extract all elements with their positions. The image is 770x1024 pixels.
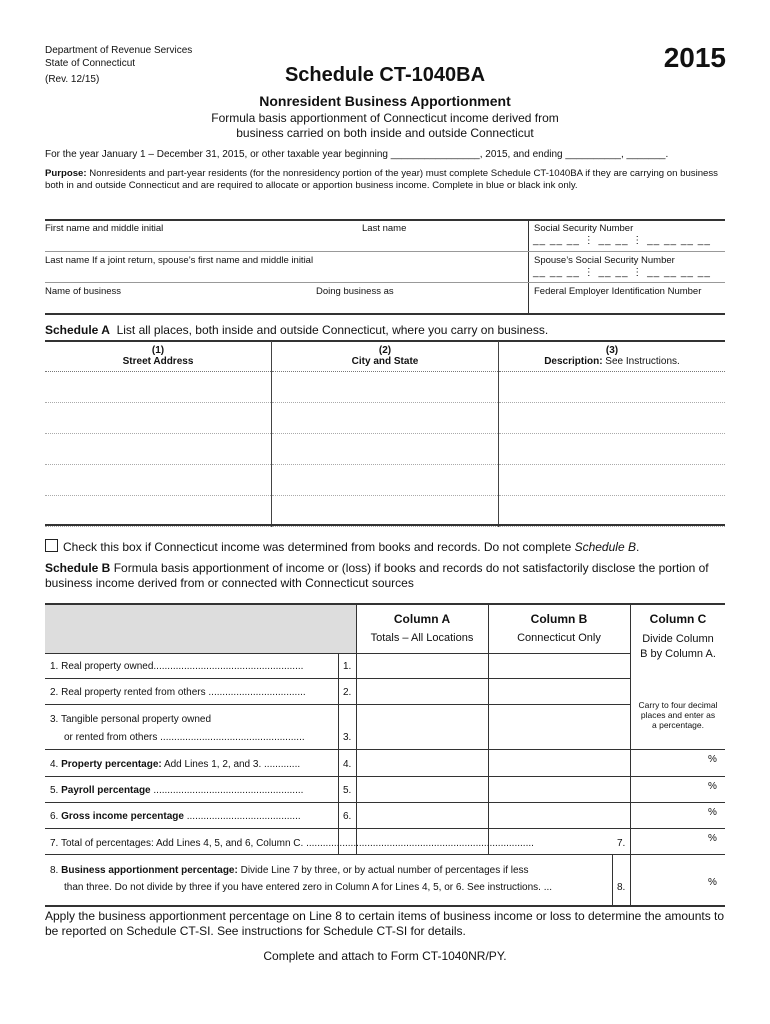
schedule-a-header-row — [45, 341, 725, 372]
line-5-percent: % — [708, 781, 717, 792]
checkbox-emphasis: Schedule B — [574, 540, 636, 554]
col-city-header — [272, 341, 499, 372]
col-street-header — [45, 341, 272, 372]
ssn-field[interactable]: __ __ __ ⋮ __ __ ⋮ __ __ __ __ — [533, 235, 711, 246]
schedule-b-text: Formula basis apportionment of income or (loss) if books and records do not satisfactorily disclose the portion of business income derived from or connected with Connecticut sources — [45, 561, 709, 590]
form-subtitle: Nonresident Business Apportionment — [259, 93, 511, 109]
form-year: 2015 — [663, 42, 726, 73]
line-1-label: 1. Real property owned...................................................... — [50, 661, 304, 672]
books-records-checkbox[interactable] — [45, 539, 58, 552]
description-cell[interactable] — [499, 434, 726, 465]
description-cell[interactable] — [499, 496, 726, 527]
line-8-percent: % — [708, 877, 717, 888]
line-3-col-a-input[interactable] — [357, 705, 488, 749]
city-cell[interactable] — [272, 496, 499, 527]
city-cell[interactable] — [272, 403, 499, 434]
fein-label: Federal Employer Identification Number — [534, 286, 702, 297]
col-description-header — [499, 341, 726, 372]
line-4-post: Add Lines 1, 2, and 3. ............. — [161, 759, 301, 770]
schedule-b-title — [45, 561, 730, 591]
line-6-label — [50, 811, 301, 822]
street-cell[interactable] — [45, 496, 272, 527]
street-cell[interactable] — [45, 434, 272, 465]
tax-year-line[interactable]: For the year January 1 – December 31, 2015, or other taxable year beginning ________________, 2015, and ending __________, _______. — [45, 149, 669, 160]
column-c-header: Column C — [649, 612, 707, 626]
spouse-ssn-field[interactable]: __ __ __ ⋮ __ __ ⋮ __ __ __ __ — [533, 267, 711, 278]
line-4-label — [50, 759, 300, 770]
line-3-number: 3. — [343, 732, 352, 743]
col-3-number: (3) — [605, 345, 619, 356]
table-row — [45, 403, 725, 434]
col-2-name: City and State — [351, 356, 419, 367]
line-8-label-b: than three. Do not divide by three if you have entered zero in Column A for Lines 4, 5, or 6. See instructions. ... — [64, 882, 553, 893]
dba-label: Doing business as — [316, 286, 394, 297]
description-cell[interactable] — [499, 372, 726, 403]
line-3-col-b-input[interactable] — [489, 705, 630, 749]
b-row-rule — [45, 828, 725, 829]
column-b-sub: Connecticut Only — [517, 632, 601, 644]
line-3-label-a: 3. Tangible personal property owned — [50, 714, 212, 725]
column-b-header: Column B — [530, 612, 588, 626]
line-6-post: ......................................... — [183, 811, 301, 822]
id-top-rule — [45, 219, 725, 221]
line-2-col-a-input[interactable] — [357, 679, 488, 704]
b-row-rule — [45, 749, 725, 750]
line-6-prefix: 6. — [50, 811, 62, 822]
line-5-label — [50, 785, 303, 796]
table-row — [45, 434, 725, 465]
street-cell[interactable] — [45, 465, 272, 496]
id-rule-3 — [45, 282, 725, 283]
col-3-name: Description: — [544, 356, 603, 367]
id-bottom-rule — [45, 313, 725, 315]
line-6-number: 6. — [343, 811, 352, 822]
schedule-a-bottom-rule — [45, 524, 725, 526]
form-description — [0, 111, 770, 141]
b-row-rule — [45, 854, 725, 855]
line-6-percent: % — [708, 807, 717, 818]
line-4-bold: Property percentage: — [61, 759, 162, 770]
business-name-label: Name of business — [45, 286, 122, 297]
line-8-post: Divide Line 7 by three, or by actual number of percentages if less — [237, 865, 529, 876]
purpose-label: Purpose: — [45, 168, 87, 179]
line-1-col-b-input[interactable] — [489, 654, 630, 678]
table-row — [45, 372, 725, 403]
column-a-header: Column A — [393, 612, 451, 626]
description-line-2: business carried on both inside and outside Connecticut — [236, 126, 534, 140]
id-vertical-rule — [528, 221, 529, 313]
b-vline-numcol2 — [612, 854, 613, 906]
column-c-note: Carry to four decimal places and enter as a percentage. — [638, 700, 718, 730]
line-1-number: 1. — [343, 661, 352, 672]
b-row-rule — [45, 776, 725, 777]
line-3-label-b: or rented from others .................................................... — [64, 732, 305, 743]
ssn-label: Social Security Number — [534, 223, 634, 234]
col-2-number: (2) — [378, 345, 392, 356]
col-1-name: Street Address — [122, 356, 194, 367]
table-row — [45, 496, 725, 527]
line-7-number: 7. — [617, 838, 626, 849]
b-row-rule — [45, 802, 725, 803]
line-4-number: 4. — [343, 759, 352, 770]
line-2-label: 2. Real property rented from others ................................... — [50, 687, 306, 698]
schedule-a-label: Schedule A — [45, 323, 110, 337]
line-8-label-a — [50, 865, 529, 876]
schedule-b-label: Schedule B — [45, 561, 111, 575]
purpose-text — [45, 168, 730, 192]
description-cell[interactable] — [499, 403, 726, 434]
street-cell[interactable] — [45, 372, 272, 403]
b-vline-numcol — [338, 653, 339, 854]
schedule-a-text: List all places, both inside and outside Connecticut, where you carry on business. — [116, 323, 549, 337]
form-title: Schedule CT-1040BA — [284, 64, 486, 86]
line-8-prefix: 8. — [50, 865, 62, 876]
line-5-prefix: 5. — [50, 785, 62, 796]
apply-instructions: Apply the business apportionment percentage on Line 8 to certain items of business income or loss to determine the amounts to be reported on Schedule CT-SI. See instructions for Schedule CT-SI for details. — [45, 909, 725, 938]
col-1-number: (1) — [151, 345, 165, 356]
last-name-label: Last name — [362, 223, 407, 234]
line-6-bold: Gross income percentage — [61, 811, 184, 822]
checkbox-text: Check this box if Connecticut income was determined from books and records. Do not complete — [63, 540, 575, 554]
line-7-label: 7. Total of percentages: Add Lines 4, 5, and 6, Column C. .................................................................................. — [50, 838, 534, 849]
city-cell[interactable] — [272, 434, 499, 465]
schedule-a-table — [45, 341, 725, 527]
line-8-number: 8. — [617, 882, 626, 893]
b-vline-3 — [630, 605, 631, 906]
street-cell[interactable] — [45, 403, 272, 434]
purpose-body: Nonresidents and part-year residents (for the nonresidency portion of the year) must complete Schedule CT-1040BA if they are carrying on business both in and outside Connecticut and are required to allocate or apportion business income. Complete in blue or black ink only. — [45, 168, 718, 191]
state-name: State of Connecticut — [45, 58, 136, 69]
col-3-extra: See Instructions. — [602, 356, 680, 367]
line-5-bold: Payroll percentage — [61, 785, 151, 796]
spouse-name-label: Last name If a joint return, spouse’s first name and middle initial — [45, 255, 314, 266]
spouse-ssn-label: Spouse’s Social Security Number — [534, 255, 675, 266]
schedule-b-bottom-rule — [45, 905, 725, 907]
description-line-1: Formula basis apportionment of Connecticut income derived from — [211, 111, 559, 125]
attach-note: Complete and attach to Form CT-1040NR/PY. — [263, 949, 507, 963]
line-4-prefix: 4. — [50, 759, 62, 770]
schedule-a-title — [45, 323, 548, 337]
line-5-number: 5. — [343, 785, 352, 796]
column-c-sub: Divide Column B by Column A. — [640, 633, 716, 660]
line-2-number: 2. — [343, 687, 352, 698]
column-a-sub: Totals – All Locations — [370, 632, 474, 644]
table-row — [45, 465, 725, 496]
city-cell[interactable] — [272, 372, 499, 403]
books-records-line: Check this box if Connecticut income was determined from books and records. Do not complete Schedule B. — [45, 539, 639, 554]
revision: (Rev. 12/15) — [45, 74, 100, 85]
line-1-col-a-input[interactable] — [357, 654, 488, 678]
line-4-percent: % — [708, 754, 717, 765]
schedule-b-shaded-header — [45, 605, 356, 653]
line-2-col-b-input[interactable] — [489, 679, 630, 704]
line-8-bold: Business apportionment percentage: — [61, 865, 238, 876]
line-7-percent: % — [708, 833, 717, 844]
first-name-label: First name and middle initial — [45, 223, 164, 234]
line-5-post: ...................................................... — [150, 785, 304, 796]
description-cell[interactable] — [499, 465, 726, 496]
city-cell[interactable] — [272, 465, 499, 496]
id-rule-2 — [45, 251, 725, 252]
agency-name: Department of Revenue Services — [45, 45, 193, 56]
